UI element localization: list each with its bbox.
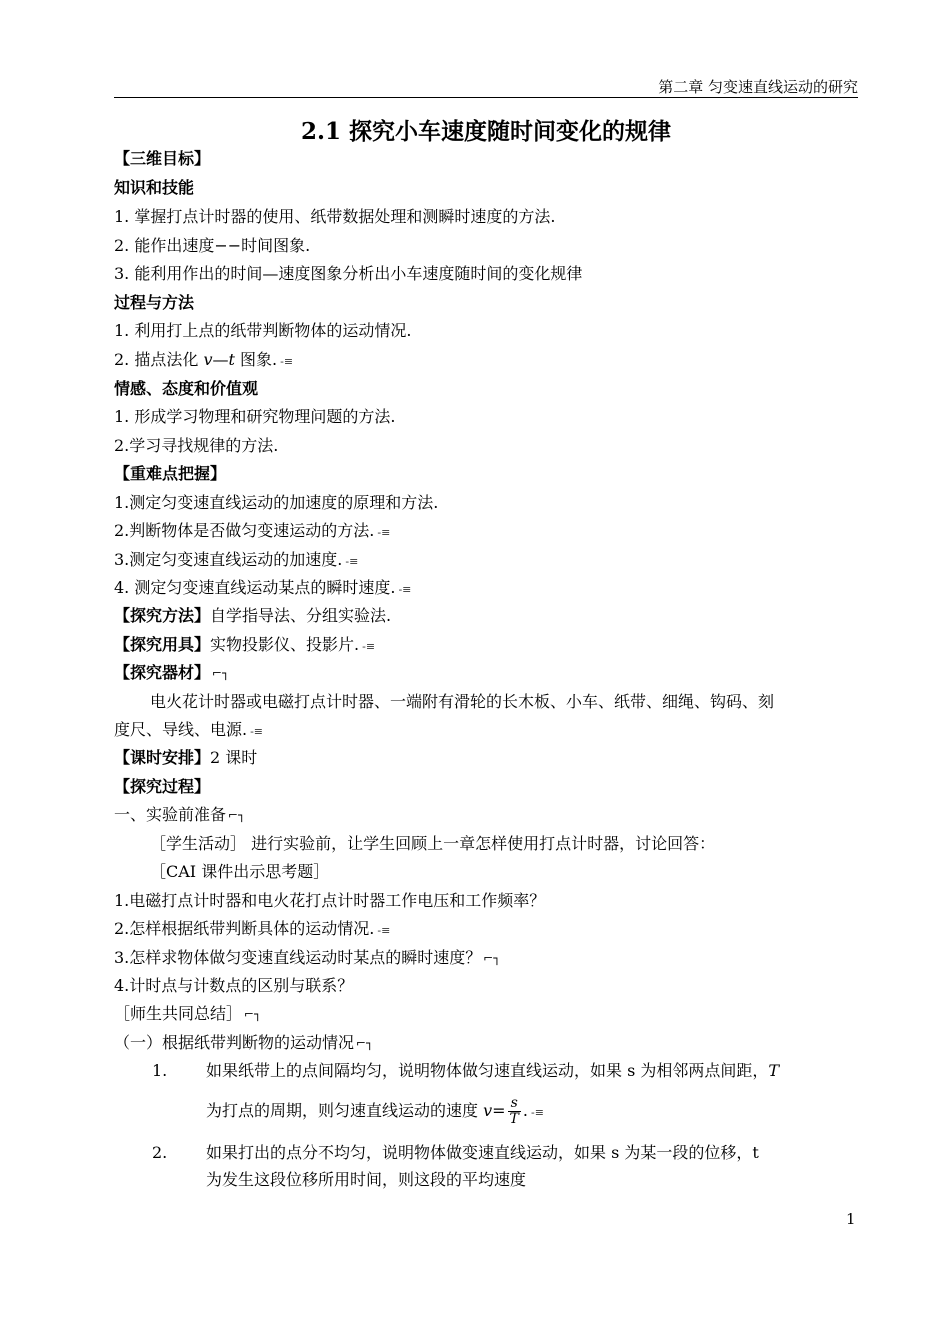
method-text: 自学指导法、分组实验法.	[210, 606, 392, 625]
line-break-icon: ⌐┐	[244, 1007, 262, 1021]
part-heading-text: 一、实验前准备	[114, 805, 227, 824]
paragraph-mark-icon: -≡	[398, 583, 412, 596]
var-T: T	[768, 1061, 780, 1080]
schedule-label: 【课时安排】	[114, 748, 211, 767]
fraction	[508, 1096, 521, 1127]
cai-prompt: ［CAI 课件出示思考题］	[150, 862, 330, 881]
process-item: 1. 利用打上点的纸带判断物体的运动情况.	[114, 321, 412, 340]
sub-heading	[114, 1032, 373, 1054]
method-label: 【探究方法】	[114, 606, 211, 625]
summary-heading	[114, 1003, 261, 1025]
schedule-line	[114, 747, 257, 769]
paragraph-mark-icon: -≡	[530, 1106, 544, 1119]
process-item	[114, 349, 293, 373]
knowledge-item: 1. 掌握打点计时器的使用、纸带数据处理和测瞬时速度的方法.	[114, 207, 556, 226]
list-item-line: 如果纸带上的点间隔均匀，说明物体做匀速直线运动，如果 s 为相邻两点间距，	[206, 1061, 769, 1080]
equipment-text: 电火花计时器或电磁打点计时器、一端附有滑轮的长木板、小车、纸带、细绳、钩码、刻	[150, 692, 775, 711]
dash: —	[212, 350, 229, 369]
keypoint-item	[114, 577, 411, 601]
line-break-icon: ⌐┐	[483, 951, 501, 965]
tools-label: 【探究用具】	[114, 635, 211, 654]
emotion-item: 2.学习寻找规律的方法.	[114, 436, 279, 455]
paragraph-mark-icon: -≡	[345, 555, 359, 568]
line-break-icon: ⌐┐	[212, 666, 230, 680]
list-item-line: 为打点的周期，则匀速直线运动的速度	[206, 1101, 484, 1120]
running-header: 第二章 匀变速直线运动的研究	[658, 78, 858, 96]
page-title: 2.1 探究小车速度随时间变化的规律	[300, 118, 672, 145]
keypoint-text: 2.判断物体是否做匀变速运动的方法.	[114, 521, 375, 540]
equipment-text	[114, 719, 263, 743]
keypoint-item	[114, 520, 390, 544]
knowledge-item: 2. 能作出速度−−时间图象.	[114, 236, 311, 255]
list-item-text	[206, 1060, 858, 1082]
line-break-icon: ⌐┐	[356, 1036, 374, 1050]
part-heading	[114, 804, 245, 826]
question-item: 1.电磁打点计时器和电火花打点计时器工作电压和工作频率？	[114, 891, 546, 910]
list-item-text: 如果打出的点分不均匀，说明物体做变速直线运动，如果 s 为某一段的位移，t	[206, 1143, 759, 1162]
question-text: 3.怎样求物体做匀变速直线运动时某点的瞬时速度？	[114, 948, 482, 967]
keypoints-heading: 【重难点把握】	[114, 464, 227, 483]
tools-text: 实物投影仪、投影片.	[210, 635, 360, 654]
paragraph-mark-icon: -≡	[362, 640, 376, 653]
keypoint-item	[114, 549, 358, 573]
emotion-item: 1. 形成学习物理和研究物理问题的方法.	[114, 407, 396, 426]
period: .	[522, 1101, 528, 1120]
equipment-label: 【探究器材】	[114, 663, 211, 682]
question-item: 4.计时点与计数点的区别与联系？	[114, 976, 354, 995]
schedule-text: 2 课时	[210, 748, 258, 767]
summary-text: ［师生共同总结］	[114, 1004, 243, 1023]
keypoint-text: 3.测定匀变速直线运动的加速度.	[114, 550, 343, 569]
var-t: t	[228, 350, 235, 369]
knowledge-heading: 知识和技能	[114, 178, 195, 197]
line-break-icon: ⌐┐	[228, 808, 246, 822]
list-number: 2.	[152, 1143, 168, 1162]
page-number: 1	[846, 1210, 856, 1228]
equipment-text-cont: 度尺、导线、电源.	[114, 720, 248, 739]
fraction-denominator: T	[509, 1111, 519, 1127]
paragraph-mark-icon: -≡	[280, 355, 294, 368]
emotion-heading: 情感、态度和价值观	[114, 379, 259, 398]
fraction-numerator: s	[508, 1096, 521, 1112]
paragraph-mark-icon: -≡	[250, 725, 264, 738]
var-v: v	[483, 1101, 493, 1120]
process-item-prefix: 2. 描点法化	[114, 350, 204, 369]
question-item	[114, 947, 501, 969]
list-item-text: 为发生这段位移所用时间，则这段的平均速度	[206, 1170, 527, 1189]
process-item-suffix: 图象.	[234, 350, 278, 369]
list-number: 1.	[152, 1061, 168, 1080]
paragraph-mark-icon: -≡	[377, 526, 391, 539]
header-rule	[114, 97, 858, 98]
goals-heading: 【三维目标】	[114, 149, 211, 168]
process-heading: 过程与方法	[114, 293, 195, 312]
paragraph-mark-icon: -≡	[377, 924, 391, 937]
process-section-heading: 【探究过程】	[114, 777, 211, 796]
tools-line	[114, 634, 375, 658]
list-item-text	[206, 1096, 858, 1127]
method-line	[114, 605, 391, 627]
sub-heading-text: （一）根据纸带判断物的运动情况	[114, 1033, 355, 1052]
keypoint-text: 4. 测定匀变速直线运动某点的瞬时速度.	[114, 578, 396, 597]
knowledge-item: 3. 能利用作出的时间—速度图象分析出小车速度随时间的变化规律	[114, 264, 583, 283]
question-text: 2.怎样根据纸带判断具体的运动情况.	[114, 919, 375, 938]
student-activity: ［学生活动］ 进行实验前，让学生回顾上一章怎样使用打点计时器，讨论回答：	[150, 834, 716, 853]
keypoint-item: 1.测定匀变速直线运动的加速度的原理和方法.	[114, 493, 439, 512]
question-item	[114, 918, 390, 942]
equipment-line	[114, 662, 229, 684]
equals-sign: =	[492, 1101, 506, 1120]
var-v: v	[203, 350, 213, 369]
